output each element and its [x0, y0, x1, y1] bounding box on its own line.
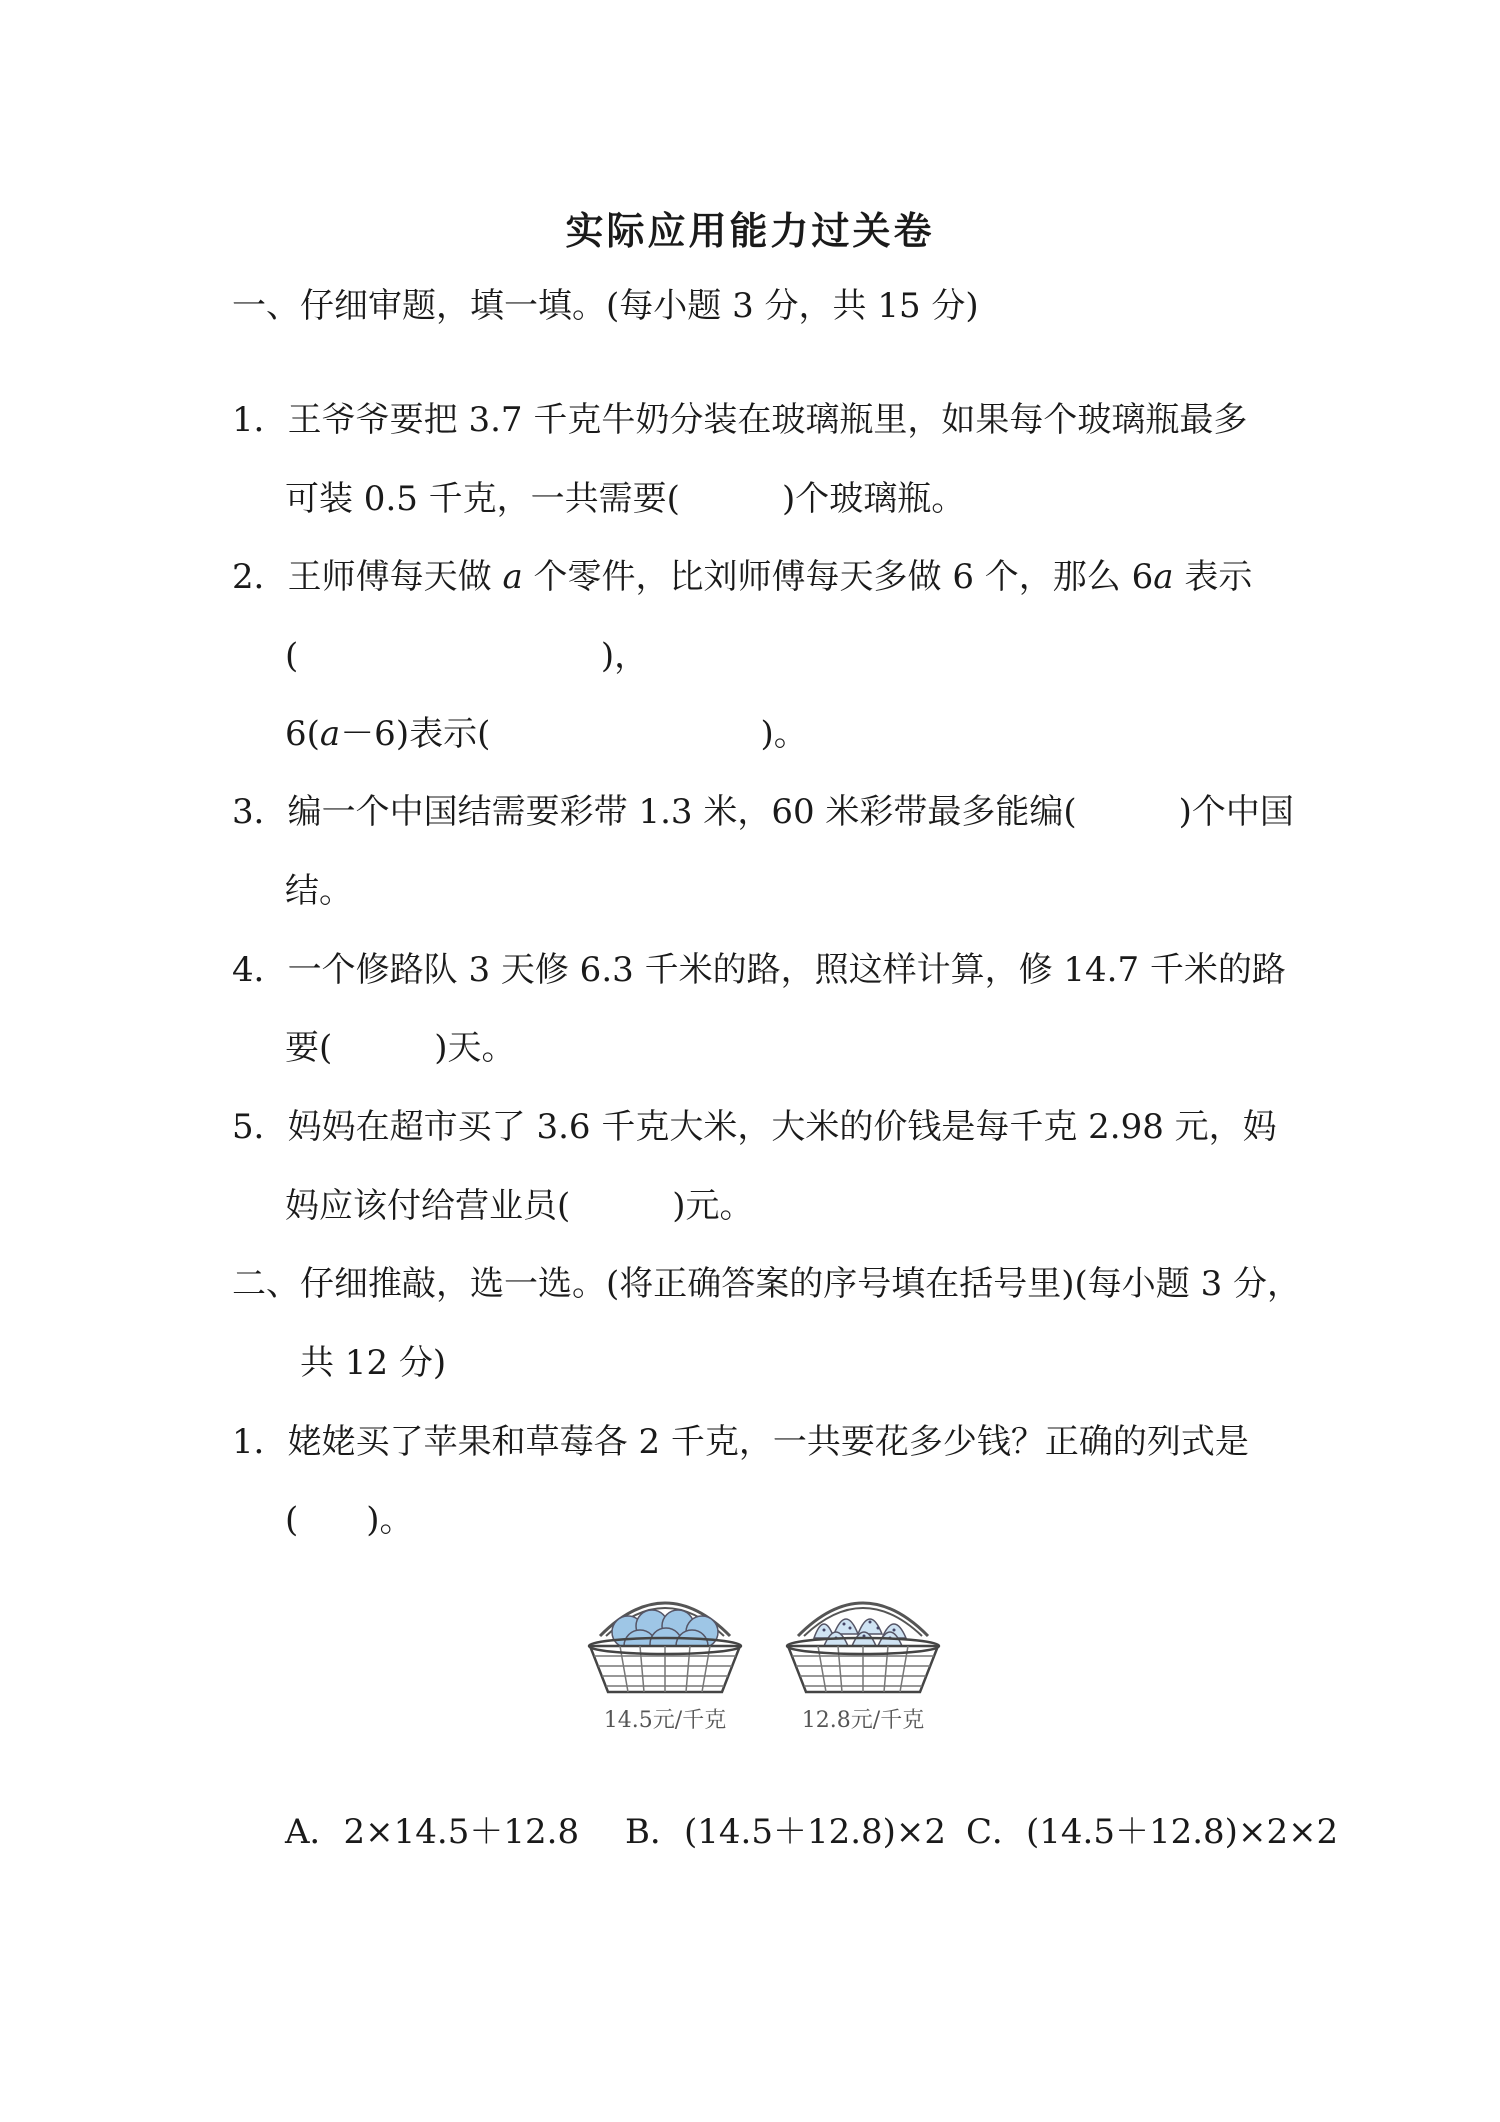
section2-heading-line1: 二、仔细推敲，选一选。(将正确答案的序号填在括号里)(每小题 3 分，: [232, 1264, 1302, 1304]
q2-line3: 6(a－6)表示( )。: [285, 714, 808, 754]
section1-heading: 一、仔细审题，填一填。(每小题 3 分，共 15 分): [232, 286, 979, 326]
q4-line2: 要( )天。: [285, 1028, 516, 1068]
s2-q1-line2: ( )。: [285, 1500, 414, 1540]
q5-line2: 妈应该付给营业员( )元。: [285, 1186, 754, 1226]
q2-line1: 2．王师傅每天做 a 个零件，比刘师傅每天多做 6 个，那么 6a 表示: [232, 557, 1253, 597]
option-a: A．2×14.5＋12.8: [285, 1812, 580, 1852]
option-c: C．(14.5＋12.8)×2×2: [966, 1812, 1339, 1852]
q1-line1: 1．王爷爷要把 3.7 千克牛奶分装在玻璃瓶里，如果每个玻璃瓶最多: [232, 400, 1248, 440]
option-b: B．(14.5＋12.8)×2: [625, 1812, 947, 1852]
q3-line2: 结。: [285, 871, 353, 911]
q5-line1: 5．妈妈在超市买了 3.6 千克大米，大米的价钱是每千克 2.98 元，妈: [232, 1107, 1277, 1147]
page-title: 实际应用能力过关卷: [565, 208, 935, 253]
strawberry-price-label: 12.8元/千克: [801, 1708, 925, 1733]
q3-line1: 3．编一个中国结需要彩带 1.3 米，60 米彩带最多能编( )个中国: [232, 792, 1294, 832]
q4-line1: 4．一个修路队 3 天修 6.3 千米的路，照这样计算，修 14.7 千米的路: [232, 950, 1286, 990]
section2-heading-line2: 共 12 分): [300, 1343, 447, 1383]
s2-q1-line1: 1．姥姥买了苹果和草莓各 2 千克，一共要花多少钱？正确的列式是: [232, 1422, 1249, 1462]
q1-line2: 可装 0.5 千克，一共需要( )个玻璃瓶。: [285, 479, 966, 519]
apple-price-label: 14.5元/千克: [603, 1708, 727, 1733]
q2-line2: ( )，: [285, 636, 649, 676]
